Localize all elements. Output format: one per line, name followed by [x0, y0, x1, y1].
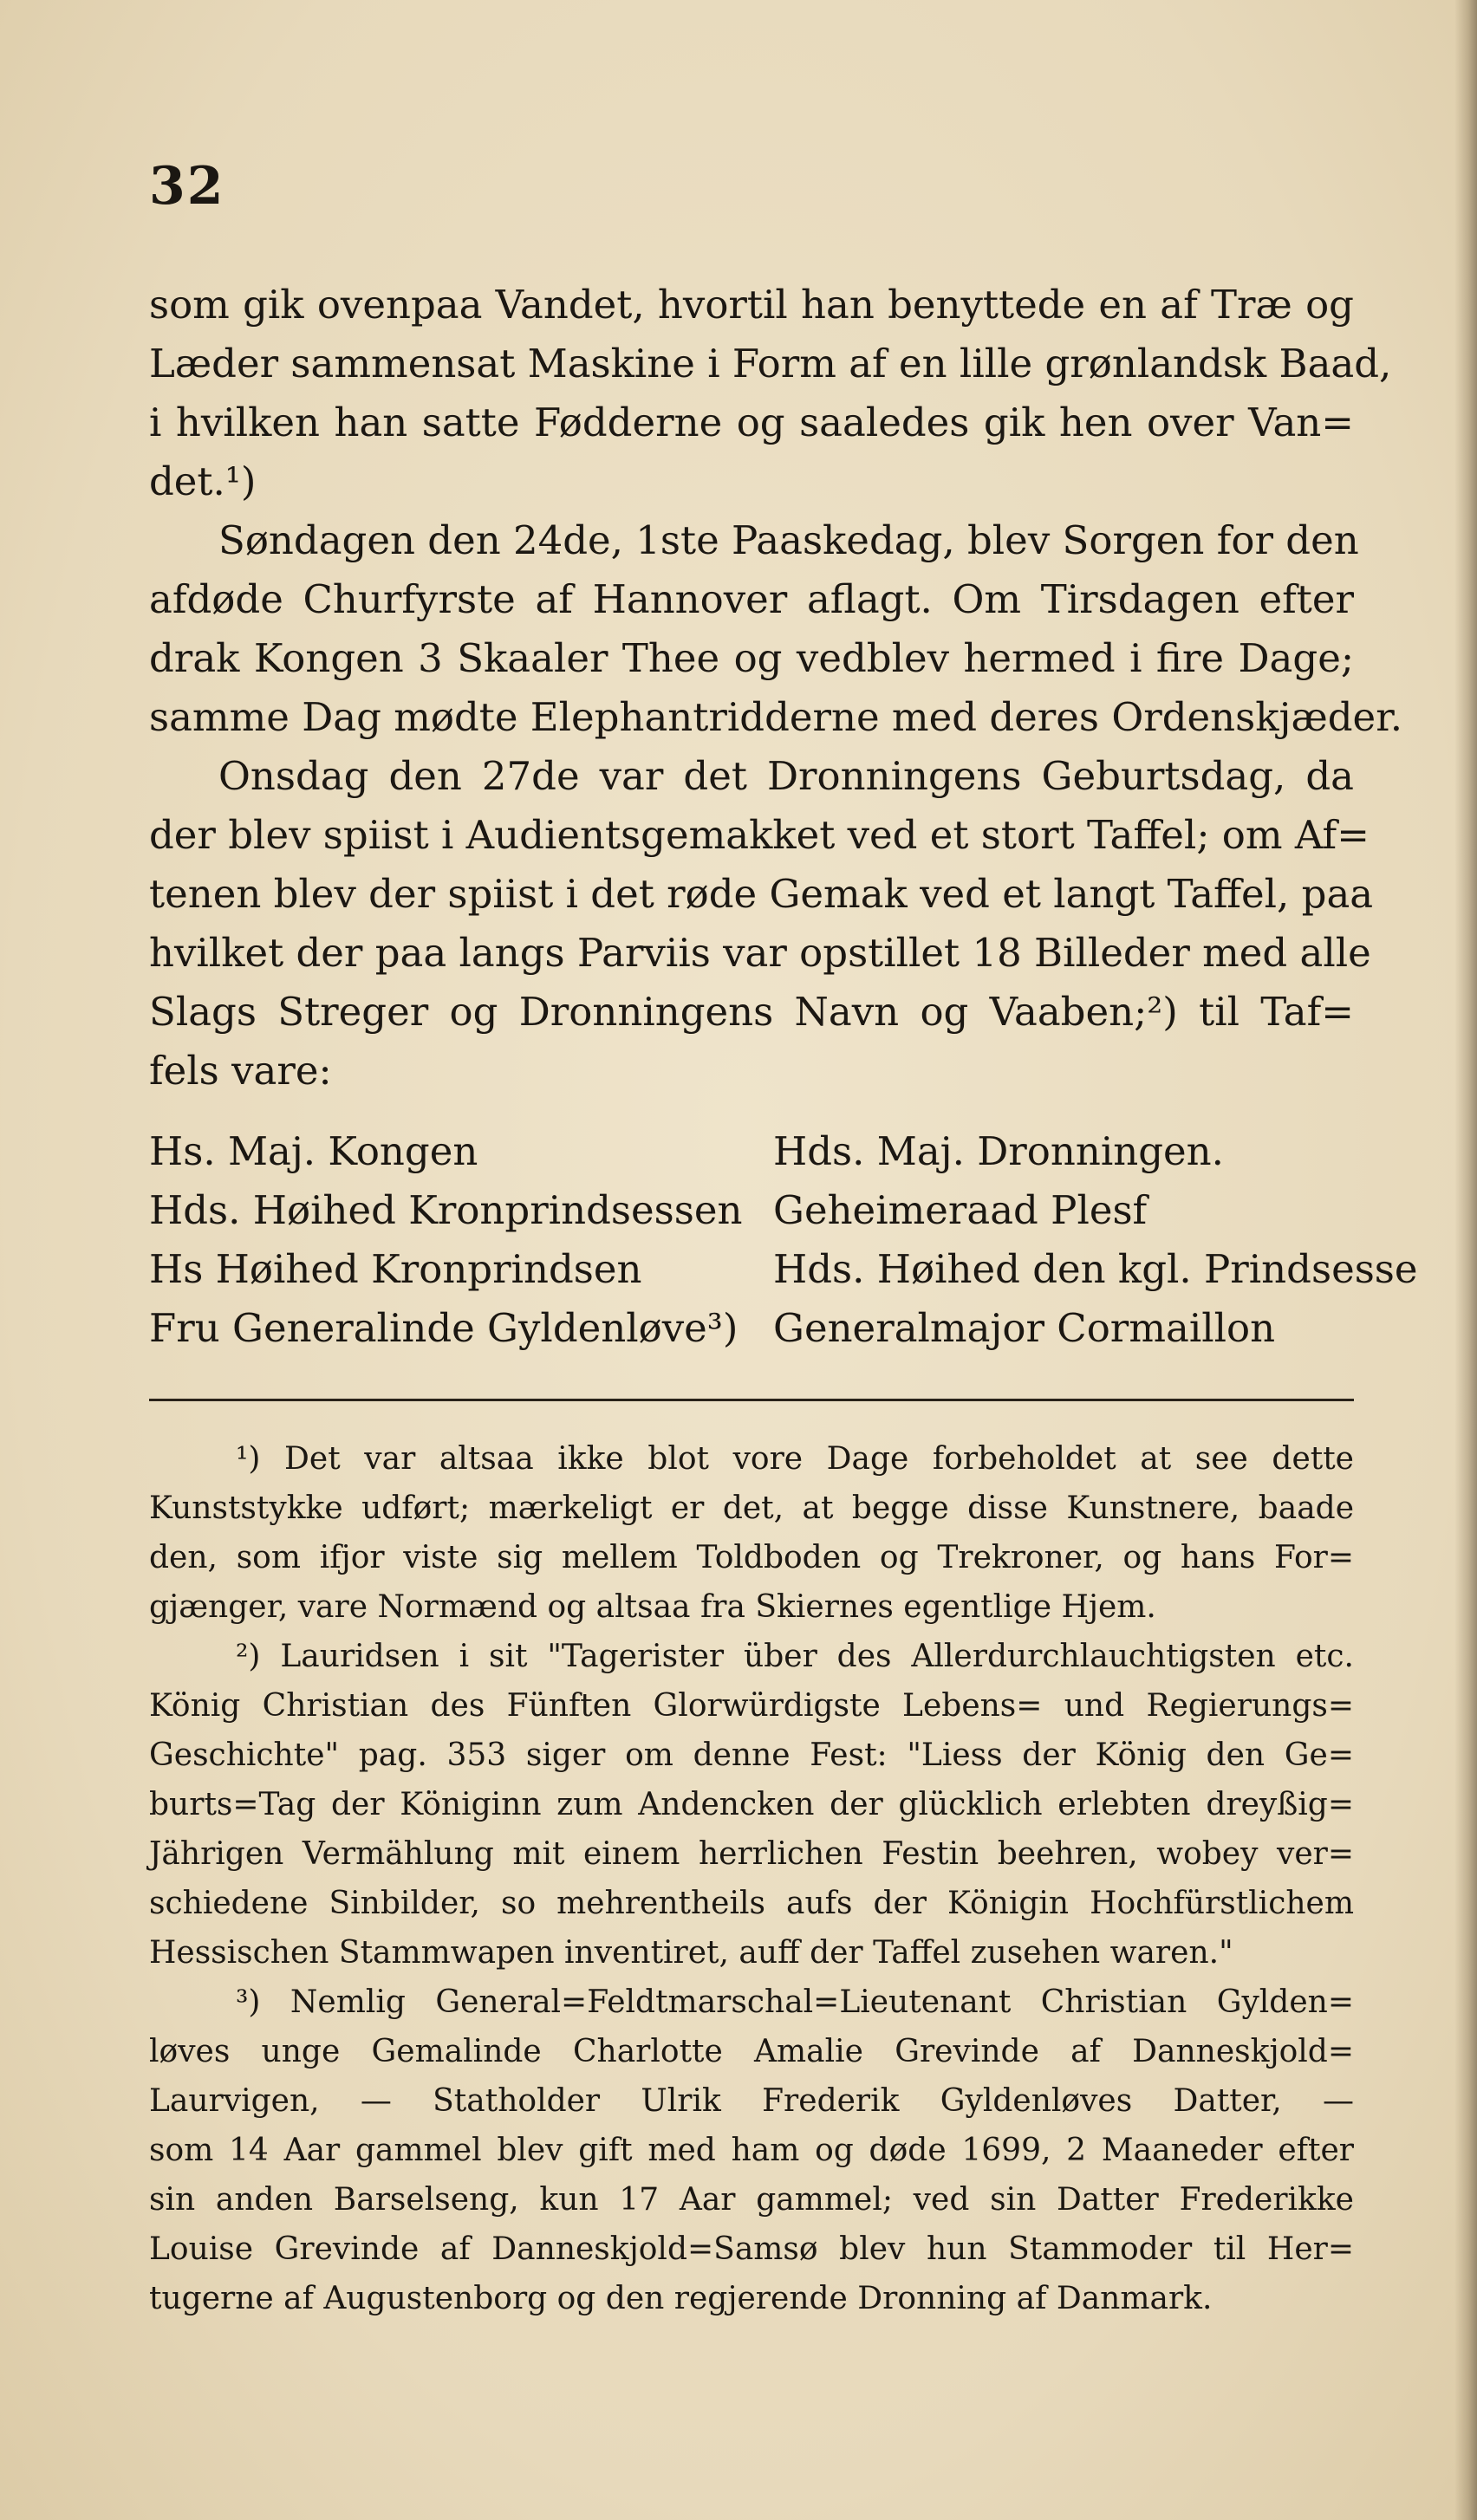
- guest-row: [149, 1122, 1354, 1181]
- footnotes: [149, 1434, 1354, 2323]
- guest-right: Geheimeraad Plesf: [773, 1187, 1148, 1233]
- footnote-line: Kunststykke udført; mærkeligt er det, at begge disse Kunstnere, baade: [149, 1491, 1354, 1526]
- guest-left: Hds. Høihed Kronprindsessen: [149, 1187, 743, 1233]
- footnote-line: løves unge Gemalinde Charlotte Amalie Grevinde af Danneskjold=: [149, 2034, 1354, 2069]
- page-number: 32: [149, 156, 225, 217]
- footnote-line: burts=Tag der Königinn zum Andencken der glücklich erlebten dreyßig=: [149, 1787, 1354, 1822]
- footnote-line: sin anden Barselseng, kun 17 Aar gammel; ved sin Datter Frederikke: [149, 2182, 1354, 2218]
- footnote-line: Geschichte" pag. 353 siger om denne Fest: "Liess der König den Ge=: [149, 1737, 1354, 1773]
- footnote-line: ²) Lauridsen i sit "Tagerister über des Allerdurchlauchtigsten etc.: [236, 1639, 1354, 1674]
- guest-right: Hds. Maj. Dronningen.: [773, 1128, 1224, 1174]
- footnote-line: Hessischen Stammwapen inventiret, auff der Taffel zusehen waren.": [149, 1935, 1233, 1971]
- guest-left: Hs Høihed Kronprindsen: [149, 1246, 642, 1292]
- text-line: i hvilken han satte Fødderne og saaledes gik hen over Van=: [149, 399, 1354, 445]
- text-line: tenen blev der spiist i det røde Gemak ved et langt Taffel, paa: [149, 871, 1374, 917]
- text-line: Onsdag den 27de var det Dronningens Geburtsdag, da: [218, 753, 1354, 799]
- footnote-divider: [149, 1399, 1354, 1401]
- text-line: det.¹): [149, 458, 257, 504]
- footnote-line: König Christian des Fünften Glorwürdigste Lebens= und Regierungs=: [149, 1688, 1354, 1724]
- text-line: der blev spiist i Audientsgemakket ved et stort Taffel; om Af=: [149, 812, 1370, 858]
- guest-row: [149, 1181, 1354, 1240]
- footnote-line: Louise Grevinde af Danneskjold=Samsø blev hun Stammoder til Her=: [149, 2231, 1354, 2267]
- guest-right: Hds. Høihed den kgl. Prindsesse: [773, 1246, 1418, 1292]
- guest-row: [149, 1299, 1354, 1358]
- text-line: Slags Streger og Dronningens Navn og Vaaben;²) til Taf=: [149, 989, 1354, 1035]
- footnote-line: som 14 Aar gammel blev gift med ham og døde 1699, 2 Maaneder efter: [149, 2133, 1354, 2168]
- text-line: drak Kongen 3 Skaaler Thee og vedblev hermed i fire Dage;: [149, 635, 1354, 681]
- footnote-line: Jährigen Vermählung mit einem herrlichen Festin beehren, wobey ver=: [149, 1836, 1354, 1872]
- page-edge-shadow: [1454, 0, 1477, 2520]
- text-line: fels vare:: [149, 1048, 332, 1094]
- text-line: samme Dag mødte Elephantridderne med deres Ordenskjæder.: [149, 694, 1403, 740]
- guest-left: Hs. Maj. Kongen: [149, 1128, 478, 1174]
- footnote-line: schiedene Sinbilder, so mehrentheils aufs der Königin Hochfürstlichem: [149, 1886, 1354, 1921]
- guest-left: Fru Generalinde Gyldenløve³): [149, 1305, 738, 1351]
- footnote-line: ¹) Det var altsaa ikke blot vore Dage forbeholdet at see dette: [236, 1441, 1354, 1477]
- footnote-line: ³) Nemlig General=Feldtmarschal=Lieutenant Christian Gylden=: [236, 1984, 1354, 2020]
- guest-row: [149, 1240, 1418, 1299]
- main-text: [149, 276, 1403, 1101]
- text-line: afdøde Churfyrste af Hannover aflagt. Om Tirsdagen efter: [149, 576, 1354, 622]
- guest-right: Generalmajor Cormaillon: [773, 1305, 1276, 1351]
- footnote-line: Laurvigen, — Statholder Ulrik Frederik Gyldenløves Datter, —: [149, 2083, 1354, 2119]
- text-line: Søndagen den 24de, 1ste Paaskedag, blev Sorgen for den: [218, 517, 1359, 563]
- footnote-line: tugerne af Augustenborg og den regjerende Dronning af Danmark.: [149, 2281, 1213, 2316]
- text-line: hvilket der paa langs Parviis var opstillet 18 Billeder med alle: [149, 930, 1371, 976]
- text-line: Læder sammensat Maskine i Form af en lille grønlandsk Baad,: [149, 341, 1392, 386]
- text-line: som gik ovenpaa Vandet, hvortil han benyttede en af Træ og: [149, 282, 1354, 328]
- guest-list: [149, 1122, 1418, 1358]
- footnote-line: den, som ifjor viste sig mellem Toldboden og Trekroner, og hans For=: [149, 1540, 1354, 1575]
- footnote-line: gjænger, vare Normænd og altsaa fra Skiernes egentlige Hjem.: [149, 1589, 1156, 1625]
